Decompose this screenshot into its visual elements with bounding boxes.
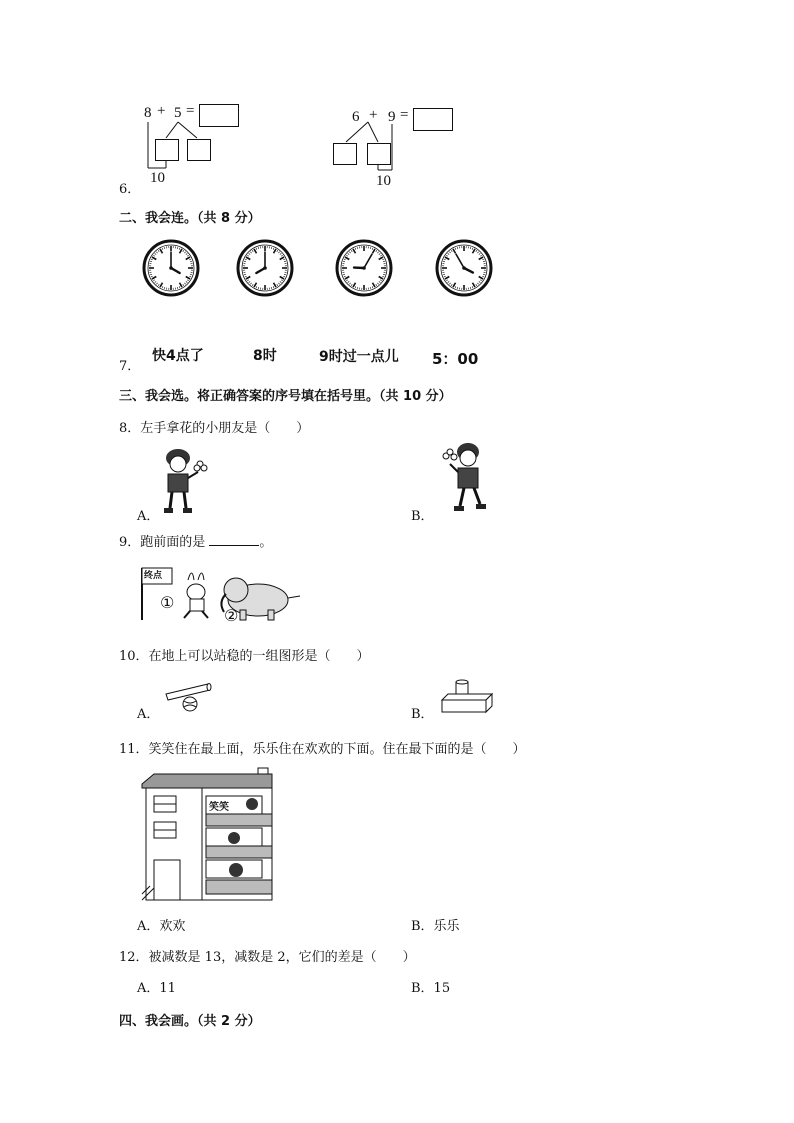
q6-right-a: 6 <box>352 109 360 125</box>
clock-face-1[interactable] <box>144 241 198 295</box>
q8-option-b[interactable]: B． <box>411 509 434 524</box>
q6-left-a: 8 <box>144 105 152 121</box>
q12-option-b[interactable]: B．15 <box>411 981 451 996</box>
q6-right-ten: 10 <box>376 173 391 189</box>
q9-answer-blank[interactable] <box>209 533 259 546</box>
q11-question: 11．笑笑住在最上面，乐乐住在欢欢的下面。住在最下面的是（ ） <box>119 742 526 757</box>
section2-title: 二、我会连。（共 8 分） <box>119 211 261 226</box>
q7-clocks <box>0 0 794 320</box>
q6-left-eq: = <box>186 103 195 119</box>
apartment-building-illustration[interactable] <box>140 766 280 904</box>
clock-face-3[interactable] <box>337 241 391 295</box>
q6-left-ten: 10 <box>150 170 165 186</box>
q7-number: 7． <box>119 359 141 374</box>
q9-mark-2: ② <box>224 606 239 625</box>
q7-label-3[interactable]: 9时过一点儿 <box>319 349 399 365</box>
q11-option-b[interactable]: B．乐乐 <box>411 919 460 934</box>
q9-mark-1: ① <box>160 593 175 612</box>
q8-question: 8．左手拿花的小朋友是（ ） <box>119 421 310 436</box>
section4-title: 四、我会画。（共 2 分） <box>119 1014 261 1029</box>
q6-right-op: + <box>369 107 378 123</box>
cylinder-and-ball-illustration[interactable] <box>162 680 214 712</box>
q12-question: 12．被减数是 13，减数是 2，它们的差是（ ） <box>119 950 416 965</box>
q7-label-2[interactable]: 8时 <box>253 348 277 364</box>
q10-option-b[interactable]: B． <box>411 707 434 722</box>
finish-sign-text: 终点 <box>144 571 163 581</box>
q6-right-b: 9 <box>388 109 396 125</box>
section3-title: 三、我会选。将正确答案的序号填在括号里。（共 10 分） <box>119 389 452 404</box>
clock-face-4[interactable] <box>437 241 491 295</box>
q6-right-eq: = <box>400 107 409 123</box>
q10-option-a[interactable]: A． <box>137 707 160 722</box>
q7-label-4[interactable]: 5：00 <box>432 350 479 368</box>
q9-question-end: 。 <box>259 535 273 550</box>
q6-left-op: + <box>157 103 166 119</box>
q11-option-a[interactable]: A．欢欢 <box>137 919 186 934</box>
clock-face-2[interactable] <box>238 241 292 295</box>
q6-left-b: 5 <box>174 105 182 121</box>
q7-label-1[interactable]: 快4点了 <box>152 348 204 364</box>
q9-question <box>119 531 272 550</box>
girl-holding-flower-left-illustration[interactable] <box>436 440 496 516</box>
q9-question-text: 9．跑前面的是 <box>119 535 206 550</box>
cylinder-on-box-illustration[interactable] <box>440 680 494 716</box>
q12-option-a[interactable]: A．11 <box>137 981 176 996</box>
q8-option-a[interactable]: A． <box>137 509 160 524</box>
q6-number: 6． <box>119 182 141 197</box>
building-sign-text: 笑笑 <box>209 802 229 813</box>
girl-holding-flower-right-illustration[interactable] <box>158 446 212 518</box>
q10-question: 10．在地上可以站稳的一组图形是（ ） <box>119 649 370 664</box>
